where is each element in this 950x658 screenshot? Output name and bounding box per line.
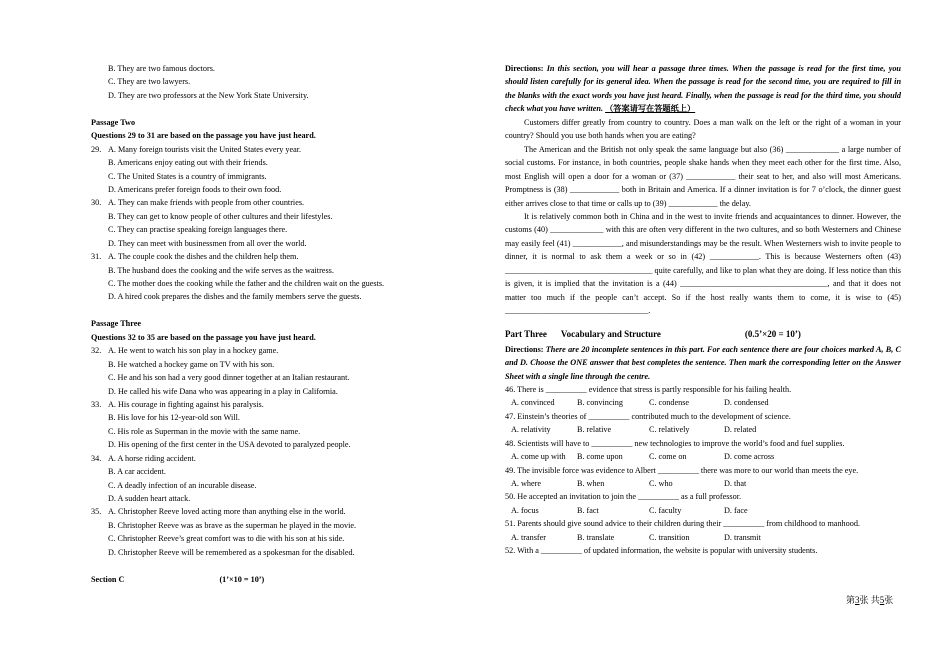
vocab-option: D. come across	[724, 452, 775, 462]
vocab-option: A. transfer	[511, 532, 547, 542]
question-option	[91, 492, 411, 505]
option-text: A. He went to watch his son play in a hockey game.	[108, 346, 279, 356]
vocab-option: D. related	[724, 425, 757, 435]
vocab-options	[505, 531, 901, 544]
passage-two-title: Passage Two	[91, 117, 136, 127]
part-three-score: (0.5’×20 = 10’)	[744, 328, 801, 339]
passage-three-questions	[91, 344, 411, 559]
part-three-heading	[505, 326, 901, 343]
passage-two-instruction: Questions 29 to 31 are based on the passage you have just heard.	[91, 131, 316, 141]
question-number: 34.	[91, 453, 102, 463]
option-text: A. His courage in fighting against his paralysis.	[108, 399, 264, 409]
question-option	[91, 546, 411, 559]
question-option	[91, 532, 411, 545]
option-text: D. A hired cook prepares the dishes and the family members serve the guests.	[108, 292, 362, 302]
option-text: C. He and his son had a very good dinner together at an Italian restaurant.	[108, 373, 350, 383]
section-c-heading	[91, 573, 411, 586]
option-text: C. Christopher Reeve’s great comfort was to die with his son at his side.	[108, 534, 345, 544]
dictation-paragraph: The American and the British not only speak the same language but also (36) _____________ a large number of social customs. For instance, in both countries, people shake hands when they meet each other for the first time. Also, most English will open a door for a woman or (37) ____________ their seat to her, and also will most Americans. Promptness is (38) ____________ both in Britain and America. If a dinner invitation is for 7 o’clock, the dinner guest either arrives close to that time or calls up to (39) ____________ the delay.	[505, 144, 901, 208]
question-number: 32.	[91, 346, 102, 356]
question-option	[91, 505, 411, 518]
question-number: 35.	[91, 507, 102, 517]
directions-text: In this section, you will hear a passage three times. When the passage is read for the first time, you should listen carefully for its general idea. When the passage is read for the second time, you are required to fill in the blanks with the exact words you have just heard. Finally, when the passage is read for the third time, you should check what you have written.	[505, 64, 901, 114]
part-three-directions	[505, 343, 901, 383]
vocab-options	[505, 477, 901, 490]
option-text: B. His love for his 12-year-old son Will.	[108, 413, 240, 423]
question-option	[91, 250, 411, 263]
vocab-option: D. condensed	[724, 398, 769, 408]
question-option	[91, 143, 411, 156]
question-option	[91, 519, 411, 532]
option-text: B. They can get to know people of other cultures and their lifestyles.	[108, 211, 333, 221]
question-option	[91, 170, 411, 183]
option-text: D. Christopher Reeve will be remembered as a spokesman for the disabled.	[108, 547, 355, 557]
option-text: A. A horse riding accident.	[108, 453, 196, 463]
option-text: C. The United States is a country of immigrants.	[108, 171, 267, 181]
question-option	[91, 183, 411, 196]
option-text: D. A sudden heart attack.	[108, 494, 191, 503]
vocab-options	[505, 504, 901, 517]
option-text: A. Christopher Reeve loved acting more than anything else in the world.	[108, 507, 346, 517]
option-line: D. They are two professors at the New York State University.	[108, 90, 309, 100]
page-footer	[846, 593, 893, 606]
vocab-question-stem: 47. Einstein’s theories of __________ contributed much to the development of science.	[505, 411, 791, 421]
vocab-option: A. focus	[511, 505, 539, 515]
section-c-score: (1’×10 = 10’)	[219, 574, 265, 584]
vocab-option: A. convinced	[511, 398, 555, 408]
option-text: D. Americans prefer foreign foods to their own food.	[108, 184, 282, 194]
footer-mid: 张 共	[859, 595, 880, 605]
vocab-option: C. faculty	[649, 505, 682, 515]
question-option	[91, 264, 411, 277]
directions-cn-note: （答案请写在答题纸上）	[605, 104, 696, 114]
vocab-option: B. convincing	[577, 398, 623, 408]
left-column	[91, 62, 411, 586]
question-option	[91, 358, 411, 371]
vocab-option: C. who	[649, 479, 673, 489]
vocab-option: C. condense	[649, 398, 690, 408]
vocab-options	[505, 423, 901, 436]
passage-three-instruction: Questions 32 to 35 are based on the passage you have just heard.	[91, 332, 316, 342]
question-number: 29.	[91, 144, 102, 154]
vocab-option: C. come on	[649, 452, 687, 462]
vocab-option: C. transition	[649, 532, 690, 542]
option-text: A. They can make friends with people from other countries.	[108, 198, 305, 208]
vocab-question-stem: 46. There is __________ evidence that stress is partly responsible for his failing health.	[505, 384, 792, 394]
vocab-option: A. come up with	[511, 452, 566, 462]
vocab-question-stem: 48. Scientists will have to __________ new technologies to improve the world’s food and fuel supplies.	[505, 438, 845, 448]
question-option	[91, 398, 411, 411]
question-option	[91, 371, 411, 384]
page-number: 3	[855, 595, 860, 605]
option-text: D. He called his wife Dana who was appearing in a play in California.	[108, 386, 338, 396]
page-total: 5	[879, 595, 885, 605]
vocab-option: B. relative	[577, 425, 612, 435]
vocabulary-questions	[505, 383, 901, 558]
option-text: A. Many foreign tourists visit the United States every year.	[108, 144, 302, 154]
option-text: B. Americans enjoy eating out with their friends.	[108, 158, 268, 168]
passage-two-questions	[91, 143, 411, 304]
question-number: 33.	[91, 399, 102, 409]
option-line: C. They are two lawyers.	[108, 77, 191, 87]
question-option	[91, 452, 411, 465]
directions-label: Directions:	[505, 64, 544, 73]
footer-prefix: 第	[846, 595, 856, 605]
question-option	[91, 425, 411, 438]
right-column	[505, 62, 901, 558]
vocab-option: C. relatively	[649, 425, 690, 435]
option-text: B. The husband does the cooking and the wife serves as the waitress.	[108, 265, 334, 275]
question-option	[91, 344, 411, 357]
section-c-directions	[505, 62, 901, 116]
question-number: 31.	[91, 252, 102, 262]
vocab-question-stem: 49. The invisible force was evidence to Albert __________ there was more to our world than meets the eye.	[505, 465, 859, 475]
dictation-paragraph: It is relatively common both in China and in the west to invite friends and acquaintances to dinner. However, the customs (40) _____________ with this are often very different in the two cultures, and so both Westerners and Chinese may easily feel (41) ____________, and misunderstandings may be the result. When Westerners wish to invite people to dinner, it is normal to ask them a week or so in (42) ____________. This is because Westerners often (43) ____________________________________ quite carefully, and like to plan what they are doing. If less notice than this is given, it is implied that the invitation is a (44) ____________________________________, and that it does not matter too much if the people can’t accept. So if the host really wants them to come, it is wise to (45) ___________________________________.	[505, 211, 901, 316]
directions-label: Directions:	[505, 344, 544, 354]
option-line: B. They are two famous doctors.	[108, 64, 215, 73]
option-text: C. His role as Superman in the movie with the same name.	[108, 426, 301, 436]
vocab-options	[505, 396, 901, 409]
option-text: D. His opening of the first center in the USA devoted to paralyzed people.	[108, 440, 351, 450]
vocab-option: D. face	[724, 505, 748, 515]
question-option	[91, 479, 411, 492]
vocab-question-stem: 50. He accepted an invitation to join the __________ as a full professor.	[505, 492, 742, 502]
question-option	[91, 385, 411, 398]
option-text: B. Christopher Reeve was as brave as the superman he played in the movie.	[108, 520, 357, 530]
option-text: A. The couple cook the dishes and the children help them.	[108, 252, 299, 262]
question-option	[91, 156, 411, 169]
vocab-question-stem: 51. Parents should give sound advice to their children during their __________ from childhood to manhood.	[505, 519, 860, 529]
footer-suffix: 张	[884, 595, 894, 605]
question-option	[91, 465, 411, 478]
question-option	[91, 210, 411, 223]
passage-three-title: Passage Three	[91, 319, 141, 329]
option-text: C. A deadly infection of an incurable disease.	[108, 480, 257, 490]
vocab-option: B. come upon	[577, 452, 623, 462]
vocab-options	[505, 450, 901, 463]
vocab-option: D. transmit	[724, 532, 761, 542]
directions-text: There are 20 incomplete sentences in this part. For each sentence there are four choices marked A, B, C and D. Choose the ONE answer that best completes the sentence. Then mark the corresponding letter on the Answer Sheet with a single line through the centre.	[505, 344, 901, 381]
vocab-option: D. that	[724, 479, 747, 489]
vocab-option: A. where	[511, 479, 542, 489]
vocab-option: A. relativity	[511, 425, 551, 435]
vocab-question-stem: 52. With a __________ of updated information, the website is popular with university students.	[505, 546, 818, 556]
option-text: D. They can meet with businessmen from all over the world.	[108, 238, 307, 248]
question-option	[91, 411, 411, 424]
question-option	[91, 290, 411, 303]
vocab-option: B. translate	[577, 532, 615, 542]
option-text: C. The mother does the cooking while the father and the children wait on the guests.	[108, 279, 385, 288]
vocab-option: B. when	[577, 479, 605, 489]
question-option	[91, 438, 411, 451]
question-option	[91, 277, 411, 290]
question-option	[91, 237, 411, 250]
part-three-title: Part Three	[505, 328, 547, 339]
question-option	[91, 196, 411, 209]
option-text: B. A car accident.	[108, 467, 166, 477]
question-option	[91, 223, 411, 236]
option-text: C. They can practise speaking foreign languages there.	[108, 225, 288, 235]
part-three-subtitle: Vocabulary and Structure	[560, 328, 661, 339]
option-text: B. He watched a hockey game on TV with his son.	[108, 359, 275, 369]
question-number: 30.	[91, 198, 102, 208]
section-c-title: Section C	[91, 574, 125, 584]
vocab-option: B. fact	[577, 505, 599, 515]
dictation-paragraph: Customers differ greatly from country to country. Does a man walk on the left or the right of a woman in your country? Should you use both hands when you are eating?	[505, 117, 901, 141]
